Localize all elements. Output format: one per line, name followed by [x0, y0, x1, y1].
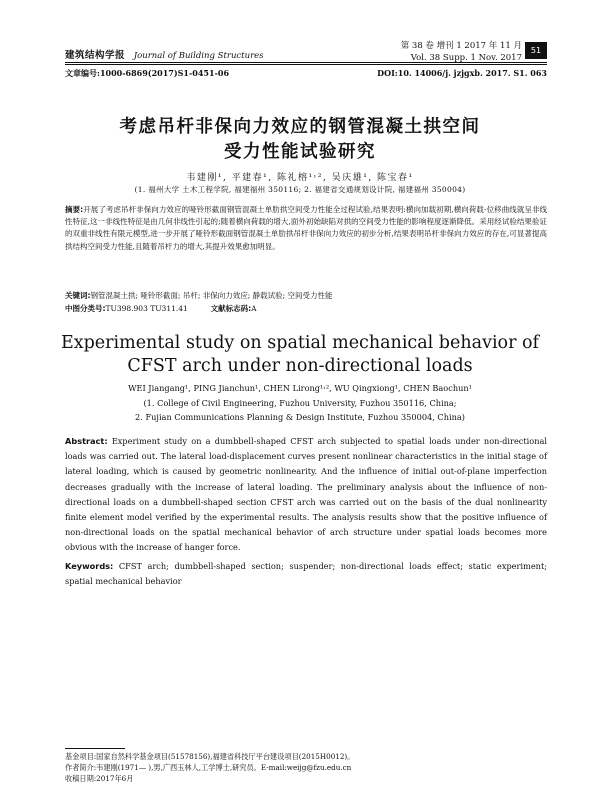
keywords-cn-text: 钢管混凝土拱; 哑铃形截面; 吊杆; 非保向力效应; 静载试验; 空间受力性能: [90, 291, 333, 300]
affiliation-cn: (1. 福州大学 土木工程学院, 福建福州 350116; 2. 福建省交通规划设计院, 福建福州 350004): [134, 185, 466, 194]
authors-en: WEI Jiangang¹, PING Jianchun¹, CHEN Lirong¹˒², WU Qingxiong¹, CHEN Baochun¹: [128, 383, 472, 393]
keywords-en-text: CFST arch; dumbbell-shaped section; suspender; non-directional loads effect; static experiment; spatial mechanical behavior: [65, 560, 547, 586]
abstract-cn: [65, 204, 547, 253]
journal-name-en: Journal of Building Structures: [133, 51, 264, 61]
abstract-en-text: Experiment study on a dumbbell-shaped CFST arch subjected to spatial loads under non-directional loads was carried out. The lateral load-displacement curves present nonlinear characteristics in the initial stage of lateral loading, which is caused by geometric nonlinearity. And the influence of initial out-of-plane imperfection decreases gradually with the increase of lateral loading. The preliminary analysis about the influence of non-directional loads on a dumbbell-shaped section CFST arch was carried out on the basis of the dual nonlinearity finite element model verified by the experimental results. The analysis results show that the positive influence of non-directional loads on the spatial mechanical behavior of arch structure under spatial loads becomes more obvious with the increase of hanger force.: [65, 436, 547, 553]
running-header-issue: [401, 40, 522, 64]
header-rule-top: [65, 62, 547, 63]
running-header-journal: [65, 47, 264, 61]
classification-cn: [65, 303, 547, 315]
title-cn-line1: 考虑吊杆非保向力效应的钢管混凝土拱空间: [119, 117, 481, 137]
affiliation-en-2: 2. Fujian Communications Planning & Design Institute, Fuzhou 350004, China): [135, 412, 465, 422]
keywords-en-label: Keywords:: [65, 560, 114, 571]
abstract-en: [65, 434, 547, 589]
keywords-cn: [65, 290, 547, 302]
footnote-received: 收稿日期:2017年6月: [65, 774, 134, 783]
doc-code: A: [251, 304, 257, 313]
title-en-line2: CFST arch under non-directional loads: [127, 356, 473, 376]
article-number: 文章编号:1000-6869(2017)S1-0451-06: [65, 68, 230, 78]
footnote-author: 作者简介:韦建刚(1971— ),男,广西玉林人,工学博士,研究员。E-mail:weijg@fzu.edu.cn: [65, 763, 352, 772]
authors-cn: 韦建刚¹, 平建春¹, 陈礼榕¹˒², 吴庆雄¹, 陈宝春¹: [186, 173, 414, 183]
title-en-line1: Experimental study on spatial mechanical behavior of: [60, 333, 540, 353]
clc-label: 中图分类号:: [65, 304, 106, 313]
volume-issue-cn: 第 38 卷 增刊 1 2017 年 11 月: [400, 41, 522, 51]
header-rule-bottom: [65, 64, 547, 65]
clc-code: TU398.903 TU311.41: [105, 304, 188, 313]
journal-name-cn: 建筑结构学报: [65, 50, 126, 61]
affiliation-en-1: (1. College of Civil Engineering, Fuzhou University, Fuzhou 350116, China;: [143, 398, 457, 408]
footnote-fund: 基金项目:国家自然科学基金项目(51578156),福建省科技厅平台建设项目(2015H0012)。: [65, 752, 355, 761]
doi: DOI:10. 14006/j. jzjgxb. 2017. S1. 063: [377, 68, 547, 78]
page-number-box: 51: [525, 42, 547, 59]
volume-issue-en: Vol. 38 Supp. 1 Nov. 2017: [410, 53, 522, 63]
title-cn-line2: 受力性能试验研究: [224, 142, 376, 162]
keywords-cn-label: 关键词:: [65, 291, 91, 300]
abstract-en-label: Abstract:: [65, 436, 108, 446]
abstract-cn-label: 摘要:: [65, 205, 84, 214]
abstract-cn-text: 开展了考虑吊杆非保向力效应的哑铃形截面钢管混凝土单肋拱空间受力性能全过程试验,结果表明:横向加载初期,横向荷载-位移曲线就呈非线性特征,这一非线性特征是由几何非线性引起的;随着横向荷载的增大,面外初始缺陷对拱的空间受力性能的影响程度逐渐降低。采用经试验结果验证的双重非线性有限元模型,进一步开展了哑铃形截面钢管混凝土单肋拱吊杆非保向力效应的初步分析,结果表明吊杆非保向力效应的存在,可显著提高拱结构空间受力性能,且随着吊杆力的增大,其提升效果愈加明显。: [65, 205, 548, 251]
doc-code-label: 文献标志码:: [210, 304, 252, 313]
footnote-rule: [65, 748, 125, 749]
